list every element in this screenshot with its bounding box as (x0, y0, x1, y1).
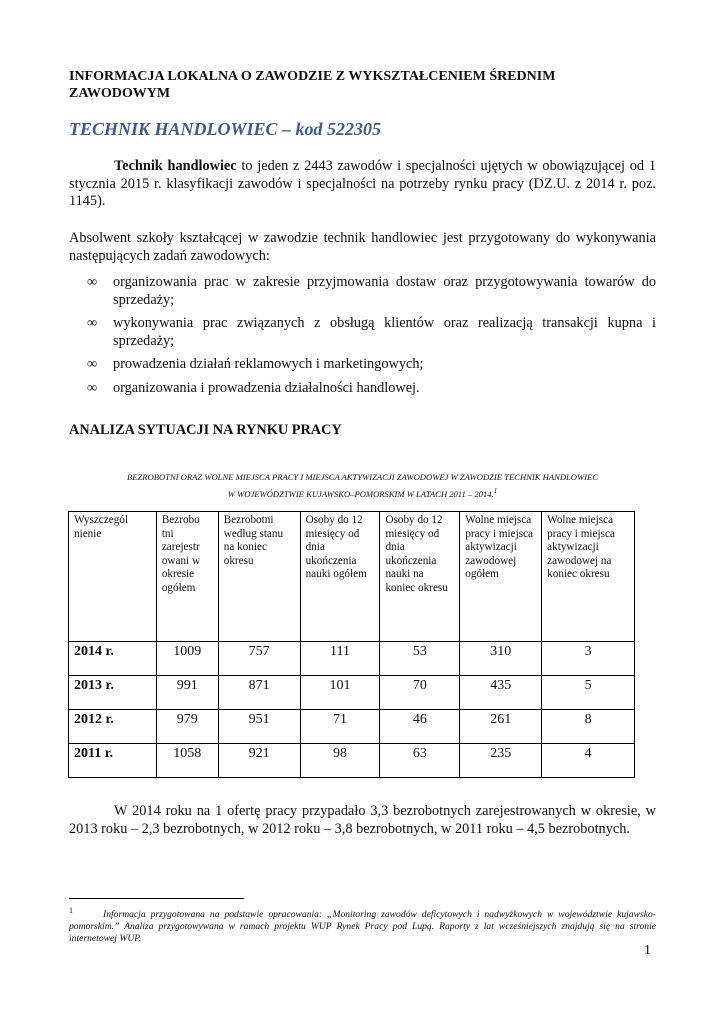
table-cell: 3 (542, 642, 635, 676)
column-header: Osoby do 12 miesięcy od dnia ukończenia nauki na koniec okresu (380, 512, 460, 642)
table-row (69, 710, 635, 744)
task-text: wykonywania prac związanych z obsługą klientów oraz realizacją transakcji kupna i sprzedaży; (113, 315, 656, 349)
table-caption-line-1: BEZROBOTNI ORAZ WOLNE MIEJSCA PRACY I MIEJSCA AKTYWIZACJI ZAWODOWEJ W ZAWODZIE TECHNIK HANDLOWIEC (126, 472, 599, 482)
table-cell: 4 (542, 744, 635, 778)
table-cell: 70 (380, 676, 460, 710)
infinity-bullet-icon: ∞ (87, 379, 98, 396)
table-cell: 951 (218, 710, 300, 744)
table-caption-line-2 (69, 487, 656, 499)
infinity-bullet-icon: ∞ (87, 315, 98, 331)
table-cell: 1058 (156, 744, 218, 778)
row-year: 2014 r. (69, 642, 157, 676)
table-header-row (69, 512, 635, 642)
row-year: 2012 r. (69, 710, 157, 744)
intro-bold: Technik handlowiec (114, 158, 237, 174)
table-row (69, 642, 635, 676)
table-cell: 991 (156, 676, 218, 710)
intro-text: to jeden z 2443 zawodów i specjalności ujętych w obowiązującej od 1 stycznia 2015 r. klasyfikacji zawodów i specjalności na potrzeby rynku pracy (DZ.U. z 2014 r. poz. 1145). (69, 158, 656, 209)
footnote-divider (69, 898, 244, 899)
list-item (87, 274, 656, 309)
intro-paragraph (69, 158, 656, 211)
section-title: ANALIZA SYTUACJI NA RYNKU PRACY (69, 422, 342, 438)
absolwent-paragraph: Absolwent szkoły kształcącej w zawodzie technik handlowiec jest przygotowany do wykonywania następujących zadań zawodowych: (69, 230, 656, 264)
table-cell: 757 (218, 642, 300, 676)
summary-paragraph: W 2014 roku na 1 ofertę pracy przypadało 3,3 bezrobotnych zarejestrowanych w okresie, w 2013 roku – 2,3 bezrobotnych, w 2012 roku – 3,8 bezrobotnych, w 2011 roku – 4,5 bezrobotnych. (69, 803, 656, 837)
list-item (87, 356, 656, 374)
footnote-ref: 1 (493, 487, 498, 495)
table-cell: 310 (460, 642, 542, 676)
table-cell: 46 (380, 710, 460, 744)
table-cell: 111 (300, 642, 380, 676)
table-row (69, 676, 635, 710)
column-header: Osoby do 12 miesięcy od dnia ukończenia nauki ogółem (300, 512, 380, 642)
labor-market-table (68, 511, 635, 778)
column-header: Bezrobo tni zarejestr owani w okresie ogółem (156, 512, 218, 642)
column-header: Wolne miejsca pracy i miejsca aktywizacji zawodowej ogółem (460, 512, 542, 642)
row-year: 2013 r. (69, 676, 157, 710)
table-cell: 435 (460, 676, 542, 710)
header-line-1: INFORMACJA LOKALNA O ZAWODZIE Z WYKSZTAŁCENIEM ŚREDNIM (69, 69, 556, 84)
document-header (69, 68, 659, 102)
occupation-title: TECHNIK HANDLOWIEC – kod 522305 (69, 119, 382, 139)
column-header: Wolne miejsca pracy i miejsca aktywizacji zawodowej na koniec okresu (542, 512, 635, 642)
table-cell: 5 (542, 676, 635, 710)
header-line-2: ZAWODOWYM (69, 86, 171, 101)
table-cell: 921 (218, 744, 300, 778)
page-number: 1 (644, 943, 651, 958)
tasks-list (87, 274, 656, 403)
row-year: 2011 r. (69, 744, 157, 778)
column-header: Wyszczegól nienie (69, 512, 157, 642)
table-cell: 235 (460, 744, 542, 778)
table-row (69, 744, 635, 778)
table-cell: 71 (300, 710, 380, 744)
footnote (69, 905, 656, 945)
table-cell: 63 (380, 744, 460, 778)
footnote-text: Informacja przygotowana na podstawie opracowania: „Monitoring zawodów deficytowych i nadwyżkowych w województwie kujawsko-pomorskim.” Analiza przygotowywana w ramach projektu WUP Rynek Pracy pod Lupą. Raporty z lat wcześniejszych znajdują się na stronie internetowej WUP. (69, 909, 656, 945)
table-cell: 101 (300, 676, 380, 710)
list-item (87, 315, 656, 350)
table-cell: 979 (156, 710, 218, 744)
table-cell: 1009 (156, 642, 218, 676)
infinity-bullet-icon: ∞ (87, 274, 98, 290)
table-cell: 98 (300, 744, 380, 778)
infinity-bullet-icon: ∞ (87, 356, 98, 372)
column-header: Bezrobotni według stanu na koniec okresu (218, 512, 300, 642)
table-cell: 261 (460, 710, 542, 744)
task-text: organizowania prac w zakresie przyjmowania dostaw oraz przygotowywania towarów do sprzedaży; (113, 274, 656, 308)
table-cell: 8 (542, 710, 635, 744)
list-item (87, 380, 656, 398)
task-text: organizowania i prowadzenia działalności handlowej. (113, 379, 420, 396)
task-text: prowadzenia działań reklamowych i marketingowych; (113, 356, 424, 372)
table-cell: 871 (218, 676, 300, 710)
table-cell: 53 (380, 642, 460, 676)
caption-text: W WOJEWÓDZTWIE KUJAWSKO–POMORSKIM W LATACH 2011 – 2014. (227, 488, 494, 499)
footnote-number: 1 (69, 906, 73, 915)
